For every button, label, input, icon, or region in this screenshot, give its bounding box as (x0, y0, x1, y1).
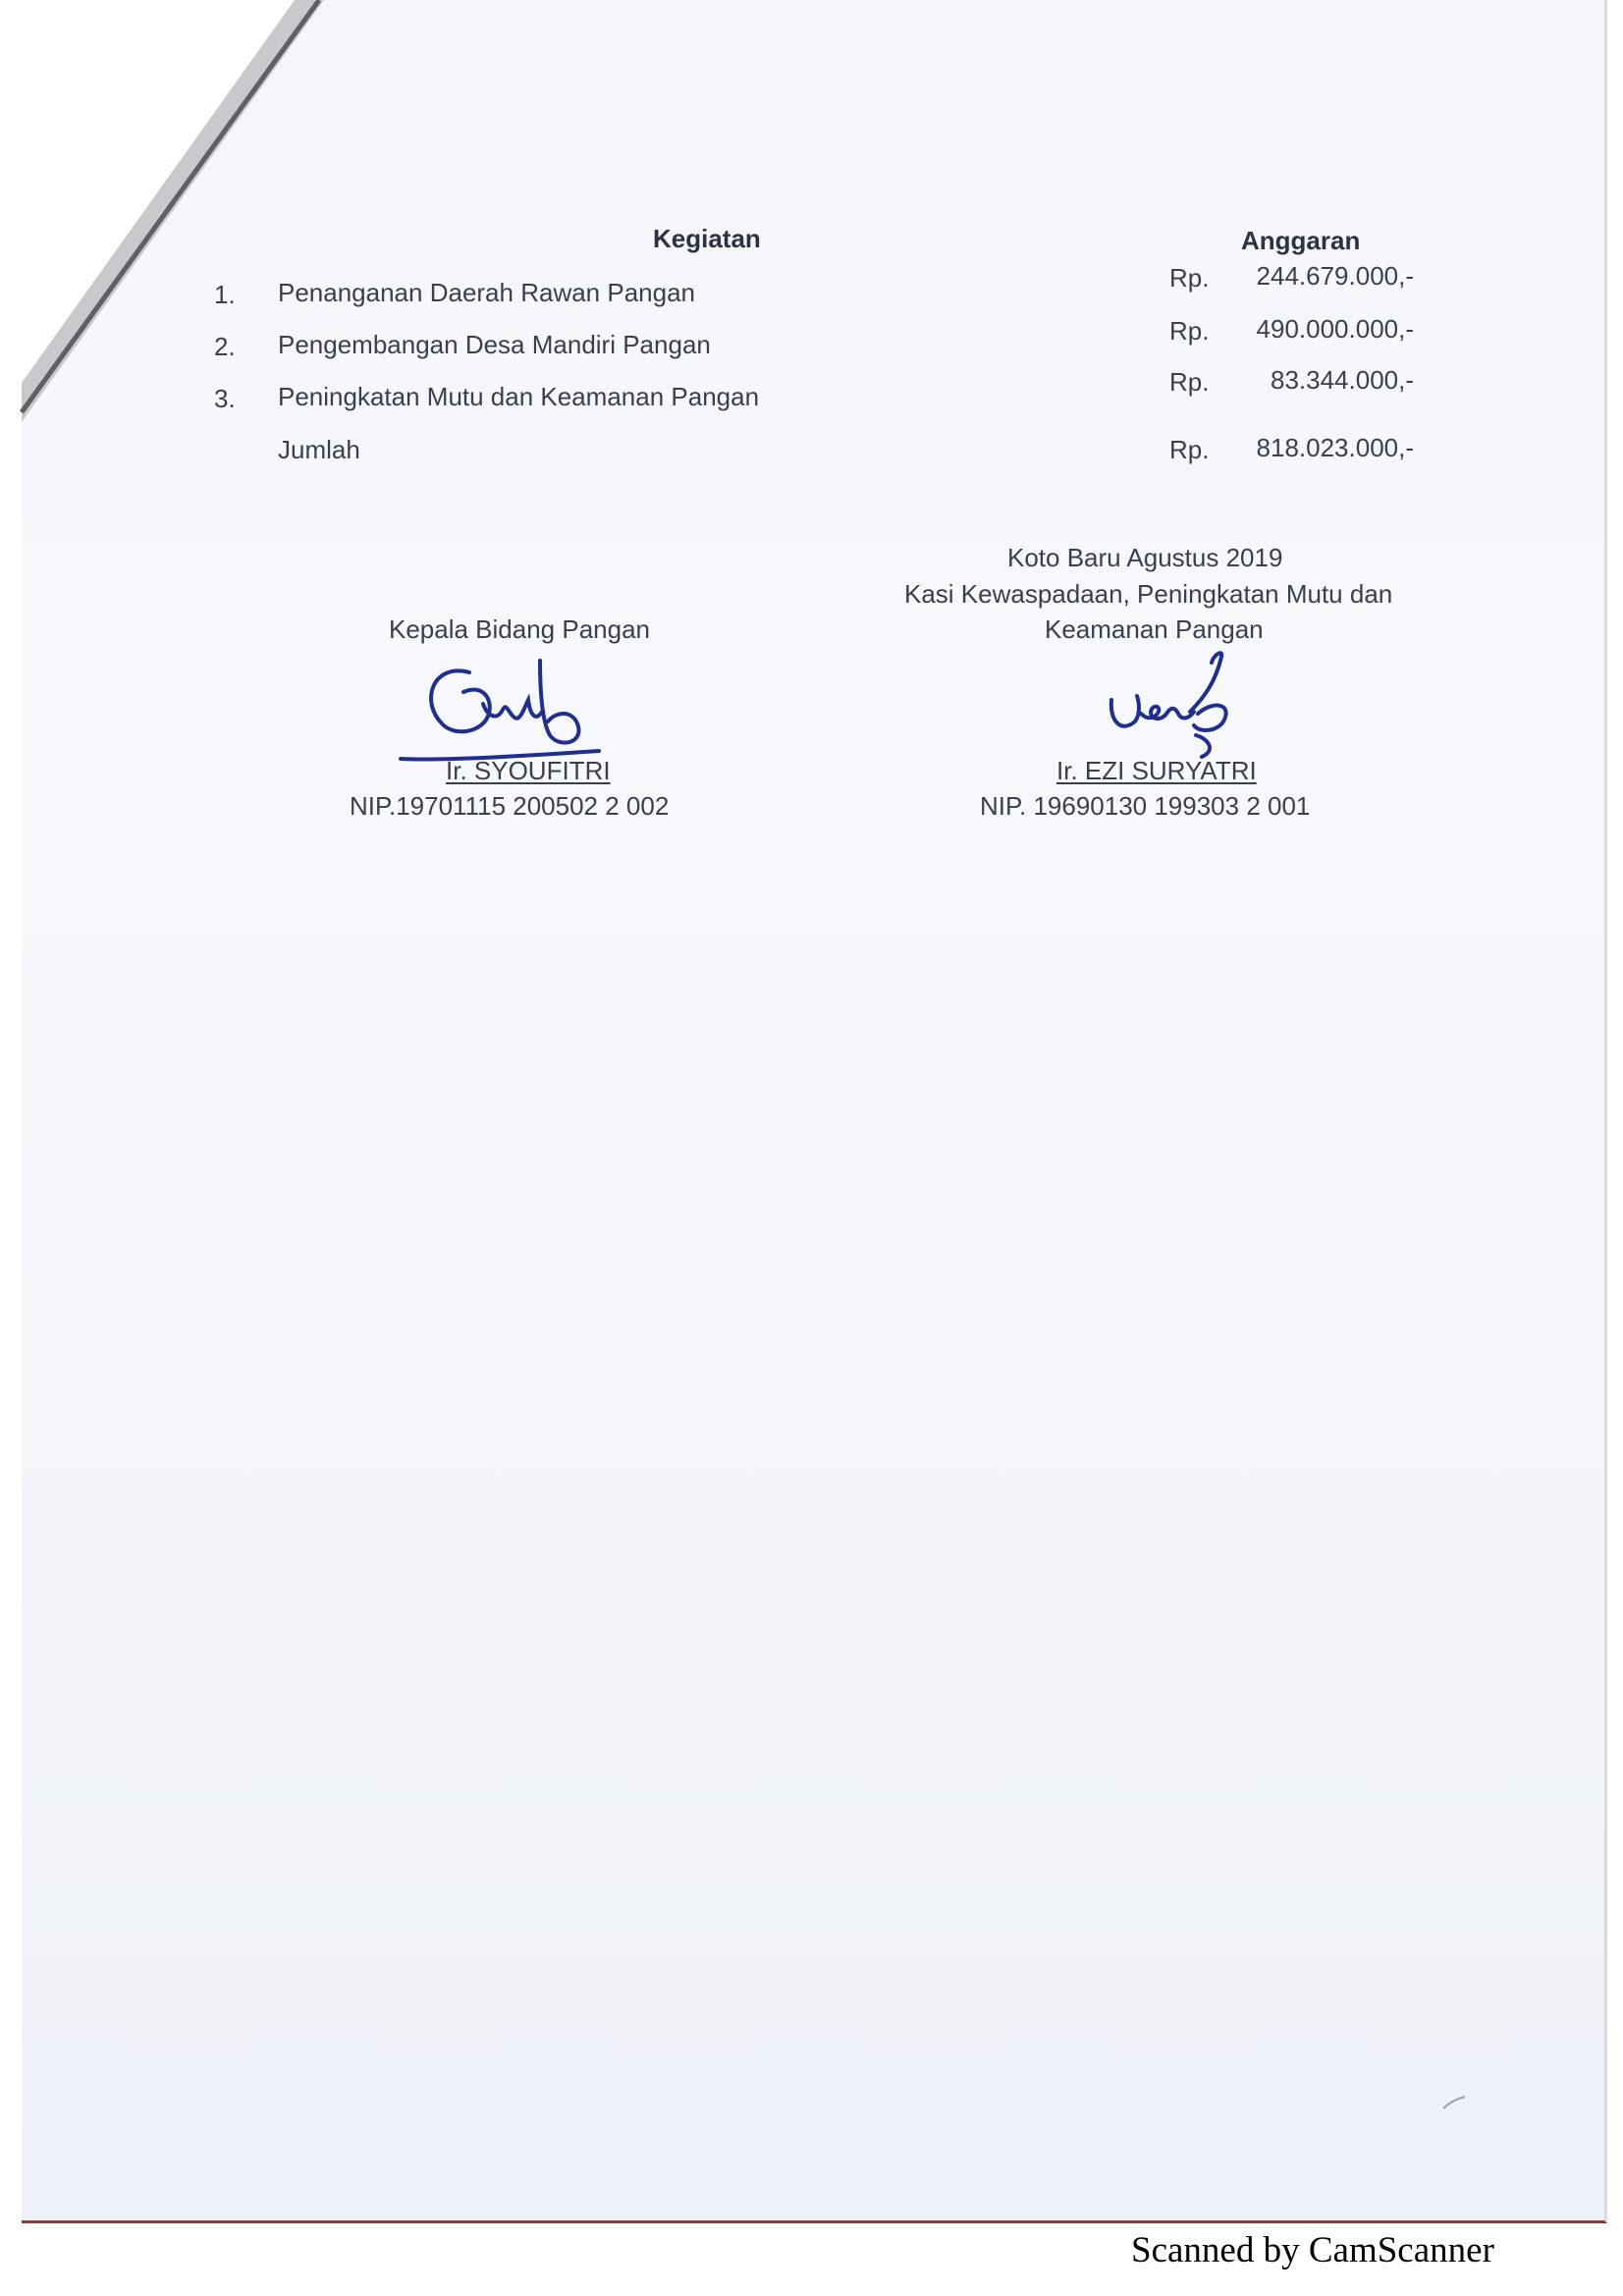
row-2-currency: Rp. (1169, 316, 1210, 346)
total-amount: 818.023.000,- (1256, 433, 1414, 462)
header-anggaran: Anggaran (1241, 226, 1361, 255)
right-signature (1096, 643, 1253, 771)
left-signer-title: Kepala Bidang Pangan (389, 614, 651, 644)
scanner-watermark: Scanned by CamScanner (1131, 2230, 1494, 2270)
row-1-currency: Rp. (1169, 263, 1210, 293)
place-date: Koto Baru Agustus 2019 (1007, 543, 1283, 572)
row-1-amount: 244.679.000,- (1256, 261, 1414, 291)
stray-pen-mark (1439, 2093, 1469, 2112)
right-signer-nip: NIP. 19690130 199303 2 001 (980, 791, 1311, 821)
row-2-number: 2. (214, 332, 236, 361)
folded-corner-shadow (0, 0, 334, 432)
left-signer-nip: NIP.19701115 200502 2 002 (350, 791, 670, 821)
row-2-amount: 490.000.000,- (1256, 314, 1414, 344)
row-3-amount: 83.344.000,- (1270, 365, 1414, 395)
left-signer-name: Ir. SYOUFITRI (446, 756, 611, 785)
total-label: Jumlah (278, 435, 360, 464)
right-signer-title-line1: Kasi Kewaspadaan, Peningkatan Mutu dan (904, 579, 1393, 609)
row-3-kegiatan: Peningkatan Mutu dan Keamanan Pangan (278, 382, 760, 411)
right-signer-name: Ir. EZI SURYATRI (1056, 756, 1257, 785)
total-currency: Rp. (1169, 435, 1210, 464)
row-1-kegiatan: Penanganan Daerah Rawan Pangan (278, 278, 696, 307)
right-signer-title-line2: Keamanan Pangan (1045, 614, 1264, 644)
row-1-number: 1. (214, 280, 236, 309)
header-kegiatan: Kegiatan (653, 224, 761, 253)
row-2-kegiatan: Pengembangan Desa Mandiri Pangan (278, 330, 711, 359)
row-3-currency: Rp. (1169, 367, 1210, 397)
row-3-number: 3. (214, 384, 236, 413)
